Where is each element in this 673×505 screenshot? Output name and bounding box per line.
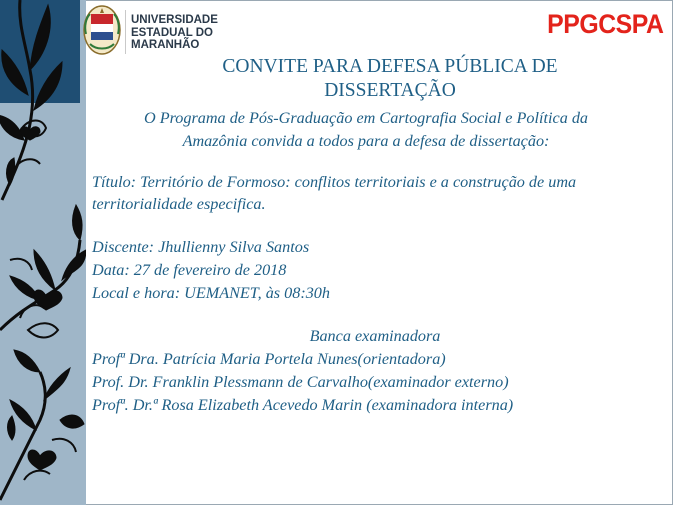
- committee-member-2: Prof. Dr. Franklin Plessmann de Carvalho(examinador externo): [92, 373, 509, 391]
- university-logo: [82, 4, 217, 56]
- logo-divider: [125, 10, 126, 54]
- program-brand: PPGCSPA: [547, 9, 664, 39]
- intro-line2: Amazônia convida a todos para a defesa de dissertação:: [182, 132, 550, 150]
- defense-place-time: Local e hora: UEMANET, às 08:30h: [92, 284, 330, 302]
- university-name: [131, 14, 218, 52]
- floral-ornament-icon: [0, 0, 86, 505]
- thesis-title-line1: Título: Território de Formoso: conflitos territoriais e a construção de uma: [92, 173, 577, 191]
- invite-heading-line1: CONVITE PARA DEFESA PÚBLICA DE: [222, 56, 558, 77]
- committee-heading: Banca examinadora: [309, 327, 441, 345]
- student-name: Discente: Jhullienny Silva Santos: [92, 238, 310, 256]
- committee-member-1: Profª Dra. Patrícia Maria Portela Nunes(orientadora): [92, 350, 446, 368]
- defense-date: Data: 27 de fevereiro de 2018: [92, 261, 287, 279]
- university-crest-icon: [82, 4, 122, 56]
- university-name-line3: MARANHÃO: [131, 39, 200, 51]
- university-name-line2: ESTADUAL DO: [131, 26, 213, 39]
- thesis-title-line2: territorialidade especifica.: [92, 195, 266, 213]
- university-name-line1: UNIVERSIDADE: [131, 14, 218, 26]
- intro-line1: O Programa de Pós-Graduação em Cartografia Social e Política da: [143, 109, 589, 127]
- invite-heading-line2: DISSERTAÇÃO: [324, 80, 456, 101]
- committee-member-3: Profª. Dr.ª Rosa Elizabeth Acevedo Marin (examinadora interna): [92, 396, 514, 414]
